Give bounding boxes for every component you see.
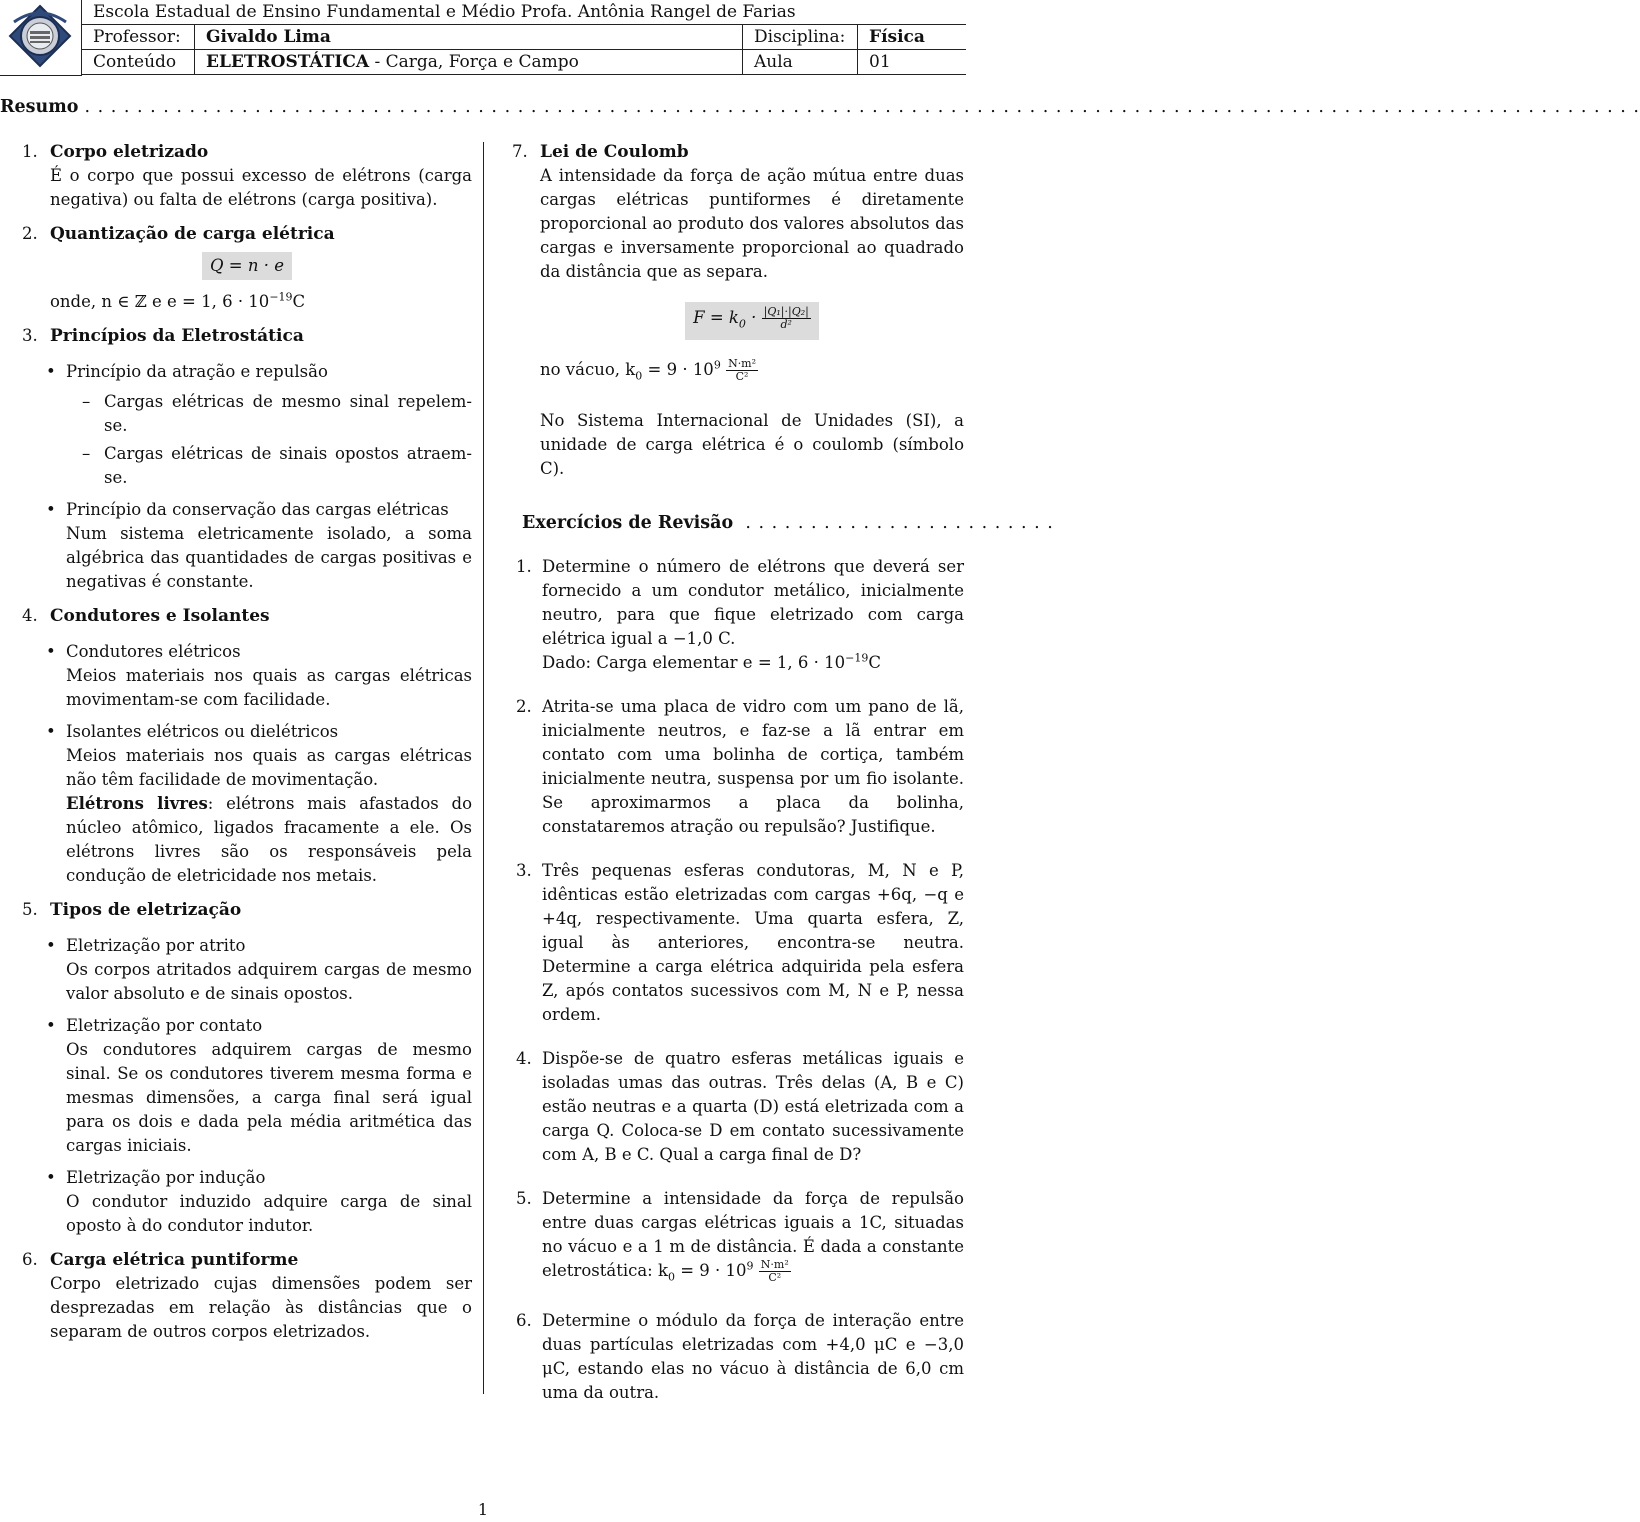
note-exponent: −19 xyxy=(269,290,293,304)
disciplina-label: Disciplina: xyxy=(743,25,858,50)
formula-subscript: 0 xyxy=(738,317,746,331)
constant-subscript: 0 xyxy=(635,369,643,383)
bullet-title: • Isolantes elétricos ou dielétricos xyxy=(66,722,339,741)
right-column xyxy=(512,140,1054,1425)
section-title: Tipos de eletrização xyxy=(50,900,242,920)
bullet-text: Meios materiais nos quais as cargas elétricas movimentam-se com facilidade. xyxy=(66,666,472,709)
aula-label: Aula xyxy=(743,50,858,75)
bullet-text: Os condutores adquirem cargas de mesmo sinal. Se os condutores tiverem mesma forma e mesmas dimensões, a carga final será igual para os dois e dada pela média aritmética das cargas iniciais. xyxy=(66,1040,472,1155)
page-number: 1 xyxy=(477,1500,489,1519)
section-number: 1. xyxy=(22,142,38,161)
exercise-number: 1. xyxy=(516,556,532,576)
section-5 xyxy=(22,898,472,1238)
left-column xyxy=(22,140,472,1354)
conteudo-rest: - Carga, Força e Campo xyxy=(369,52,579,72)
formula-note xyxy=(50,290,472,314)
exercises-title: Exercícios de Revisão xyxy=(522,512,734,533)
exercise-item xyxy=(512,695,964,839)
exercise-text: Determine o número de elétrons que deverá ser fornecido a um condutor metálico, inicialmente neutro, para que fique eletrizado com carga elétrica igual a −1,0 C. xyxy=(542,556,964,648)
section-1 xyxy=(22,140,472,212)
charge-quantization-formula: Q = n · e xyxy=(202,252,292,280)
resumo-heading xyxy=(0,95,1640,119)
document-header xyxy=(0,0,966,75)
dash-item: – Cargas elétricas de mesmo sinal repelem-se. xyxy=(104,390,472,438)
section-number: 4. xyxy=(22,606,38,625)
data-exponent: −19 xyxy=(845,651,869,665)
professor-name: Givaldo Lima xyxy=(195,25,743,50)
unit-numerator: N·m² xyxy=(760,1257,789,1271)
bullet-item xyxy=(66,640,472,712)
bullet-text: Meios materiais nos quais as cargas elétricas não têm facilidade de movimentação. xyxy=(66,746,472,789)
bullet-list xyxy=(22,934,472,1238)
leader-dots: . . . . . . . . . . . . . . . . . . . . . . . . . . . . . . . . . . . . . . . . . . . . . . . . . . . . . . . . . . . . . . . . . . . . . . . . . . . . . . . . . . . . . . . . . . . . . . . . . . . . . . . . . . . . . . . . . . . . . . . xyxy=(84,97,1640,117)
exercise-text: Atrita-se uma placa de vidro com um pano de lã, inicialmente neutros, e faz-se a lã entrar em contato com uma bolinha de cortiça, também inicialmente neutra, suspensa por um fio isolante. Se aproximarmos a placa da bolinha, constataremos atração ou repulsão? Justifique. xyxy=(542,696,964,836)
bullet-item xyxy=(66,1166,472,1238)
conteudo-value xyxy=(195,50,743,75)
section-title: Condutores e Isolantes xyxy=(50,606,270,626)
si-unit-text: No Sistema Internacional de Unidades (SI), a unidade de carga elétrica é o coulomb (símbolo C). xyxy=(540,410,964,478)
exercise-text: Dispõe-se de quatro esferas metálicas iguais e isoladas umas das outras. Três delas (A, B e C) estão neutras e a quarta (D) está eletrizada com a carga Q. Coloca-se D em contato sucessivamente com A, B e C. Qual a carga final de D? xyxy=(542,1048,964,1164)
section-text: É o corpo que possui excesso de elétrons (carga negativa) ou falta de elétrons (carga positiva). xyxy=(50,166,472,209)
formula-fraction xyxy=(762,306,811,331)
section-number: 5. xyxy=(22,900,38,919)
constant-exponent: 9 xyxy=(746,1259,754,1273)
bullet-title: • Condutores elétricos xyxy=(66,642,241,661)
exercise-item xyxy=(512,555,964,675)
section-2 xyxy=(22,222,472,314)
unit-denominator: C² xyxy=(768,1270,782,1284)
exercise-number: 6. xyxy=(516,1310,532,1330)
vacuum-constant xyxy=(540,358,964,388)
section-title: Lei de Coulomb xyxy=(540,142,689,162)
exercise-item xyxy=(512,859,964,1027)
section-3 xyxy=(22,324,472,594)
bullet-item xyxy=(66,498,472,594)
unit-numerator: N·m² xyxy=(728,357,757,371)
exercise-number: 3. xyxy=(516,860,532,880)
formula-lhs: F = k xyxy=(693,308,739,327)
school-name: Escola Estadual de Ensino Fundamental e Médio Profa. Antônia Rangel de Farias xyxy=(82,0,967,25)
section-text: A intensidade da força de ação mútua entre duas cargas elétricas puntiformes é diretamente proporcional ao produto dos valores absolutos das cargas e inversamente proporcional ao quadrado da distância que as separa. xyxy=(540,166,964,281)
bullet-list xyxy=(22,640,472,888)
bullet-item xyxy=(66,934,472,1006)
bullet-title: • Princípio da conservação das cargas elétricas xyxy=(66,500,449,519)
constant-value: = 9 · 10 xyxy=(642,360,714,380)
dash-list xyxy=(66,390,472,490)
note-unit: C xyxy=(292,292,306,311)
data-unit: C xyxy=(868,652,881,672)
section-title: Corpo eletrizado xyxy=(50,142,209,162)
exercises-heading xyxy=(522,511,1054,535)
constant-value: = 9 · 10 xyxy=(674,1260,747,1280)
exercise-item xyxy=(512,1187,964,1289)
section-title: Carga elétrica puntiforme xyxy=(50,1250,299,1270)
section-number: 7. xyxy=(512,142,528,161)
constant-exponent: 9 xyxy=(713,358,721,372)
bullet-text: Os corpos atritados adquirem cargas de mesmo valor absoluto e de sinais opostos. xyxy=(66,960,472,1003)
exercise-item xyxy=(512,1309,964,1405)
professor-label: Professor: xyxy=(82,25,195,50)
section-6 xyxy=(22,1248,472,1344)
note-text: onde, n ∈ ℤ e e = 1, 6 · 10 xyxy=(50,292,270,311)
coulomb-law-formula xyxy=(685,302,819,340)
bullet-title: • Eletrização por indução xyxy=(66,1168,266,1187)
bullet-item xyxy=(66,1014,472,1158)
leader-dots: . . . . . . . . . . . . . . . . . . . . . . . . xyxy=(745,512,1054,533)
section-7 xyxy=(512,140,964,481)
fraction-denominator: d² xyxy=(780,318,792,331)
exercise-number: 2. xyxy=(516,696,532,716)
exercise-text: Três pequenas esferas condutoras, M, N e P, idênticas estão eletrizadas com cargas +6q, −q e +4q, respectivamente. Uma quarta esfera, Z, igual às anteriores, encontra-se neutra. Determine a carga elétrica adquirida pela esfera Z, após contatos sucessivos com M, N e P, nessa ordem. xyxy=(542,860,964,1024)
section-text: Corpo eletrizado cujas dimensões podem ser desprezadas em relação às distâncias que o separam de outros corpos eletrizados. xyxy=(50,1274,472,1341)
exercise-number: 5. xyxy=(516,1188,532,1208)
exercise-item xyxy=(512,1047,964,1167)
term-definition: : elétrons mais afastados do núcleo atômico, ligados fracamente a ele. Os elétrons livres são os responsáveis pela condução de eletricidade nos metais. xyxy=(66,794,473,885)
fraction-numerator: |Q₁|·|Q₂| xyxy=(763,305,809,318)
bullet-text: Num sistema eletricamente isolado, a soma algébrica das quantidades de cargas positivas e negativas é constante. xyxy=(66,524,472,591)
unit-fraction xyxy=(759,1259,791,1284)
exercise-data xyxy=(542,651,964,675)
bullet-text: O condutor induzido adquire carga de sinal oposto à do condutor indutor. xyxy=(66,1192,472,1235)
section-4 xyxy=(22,604,472,888)
bullet-list xyxy=(22,360,472,594)
resumo-title: Resumo xyxy=(0,97,79,117)
bullet-title: Princípio da atração e repulsão xyxy=(66,362,328,381)
bullet-title: • Eletrização por atrito xyxy=(66,936,246,955)
exercise-text xyxy=(542,1187,964,1289)
header-table xyxy=(81,0,966,75)
exercise-text: Determine o módulo da força de interação entre duas partículas eletrizadas com +4,0 μC e −3,0 μC, estando elas no vácuo à distância de 6,0 cm uma da outra. xyxy=(542,1310,964,1402)
bullet-item xyxy=(66,720,472,888)
disciplina-value: Física xyxy=(858,25,967,50)
bullet-title: • Eletrização por contato xyxy=(66,1016,263,1035)
conteudo-bold: ELETROSTÁTICA xyxy=(206,52,370,72)
exercise-number: 4. xyxy=(516,1048,532,1068)
section-number: 6. xyxy=(22,1250,38,1269)
section-title: Princípios da Eletrostática xyxy=(50,326,304,346)
section-number: 2. xyxy=(22,224,38,243)
dash-item: – Cargas elétricas de sinais opostos atraem-se. xyxy=(104,442,472,490)
section-title: Quantização de carga elétrica xyxy=(50,224,335,244)
column-divider xyxy=(483,142,484,1394)
school-emblem-icon xyxy=(0,0,80,74)
unit-fraction xyxy=(726,358,758,383)
data-text: Dado: Carga elementar e = 1, 6 · 10 xyxy=(542,652,846,672)
aula-value: 01 xyxy=(858,50,967,75)
conteudo-label: Conteúdo xyxy=(82,50,195,75)
constant-text: no vácuo, k xyxy=(540,360,636,380)
exercise-body: Determine a intensidade da força de repulsão entre duas cargas elétricas iguais a 1C, situadas no vácuo e a 1 m de distância. É dada a constante eletrostática: k xyxy=(542,1188,964,1280)
formula-dot: · xyxy=(745,308,762,327)
constant-subscript: 0 xyxy=(667,1269,675,1283)
school-logo xyxy=(0,0,82,76)
bullet-item xyxy=(66,360,472,490)
bold-term: Elétrons livres xyxy=(66,794,208,813)
bullet-text xyxy=(66,792,472,888)
section-number: 3. xyxy=(22,326,38,345)
unit-denominator: C² xyxy=(735,370,749,384)
